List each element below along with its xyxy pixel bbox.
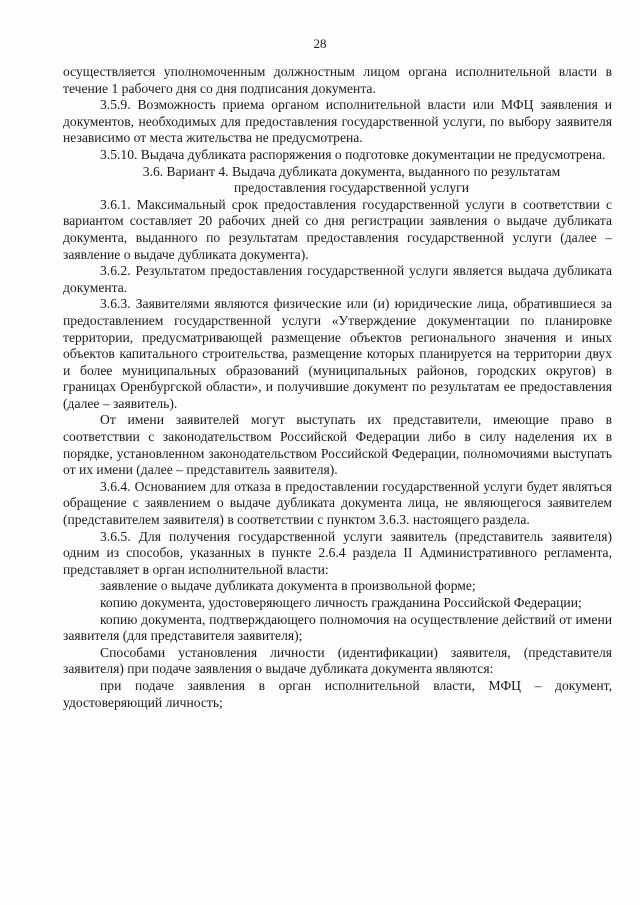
document-body (63, 64, 612, 711)
paragraph-3-5-10: 3.5.10. Выдача дубликата распоряжения о подготовке документации не предусмотрена. (100, 146, 606, 162)
paragraph-3-5-9: 3.5.9. Возможность приема органом исполнительной власти или МФЦ заявления и документов, необходимых для предоставления государственной услуги, по выбору заявителя независимо от места жительства не предусмотрена. (63, 97, 612, 146)
list-item-identity-copy: копию документа, удостоверяющего личность гражданина Российской Федерации; (100, 595, 582, 610)
page-number: 28 (313, 36, 327, 51)
list-item-authority-copy: копию документа, подтверждающего полномочия на осуществление действий от имени заявителя (для представителя заявителя); (63, 611, 612, 644)
paragraph-3-6-2: 3.6.2. Результатом предоставления государственной услуги является выдача дубликата документа. (63, 263, 612, 295)
paragraph-3-6-5: 3.6.5. Для получения государственной услуги заявитель (представитель заявителя) одним из способов, указанных в пункте 2.6.4 раздела II Административного регламента, представляет в орган исполнительной власти: (63, 528, 612, 577)
list-item-identity-document: при подаче заявления в орган исполнительной власти, МФЦ – документ, удостоверяющий личность; (63, 677, 612, 710)
paragraph-identification-methods: Способами установления личности (идентификации) заявителя, (представителя заявителя) при подаче заявления о выдаче дубликата документа являются: (63, 644, 612, 677)
section-heading-3-6: 3.6. Вариант 4. Выдача дубликата документа, выданного по результатам предоставления государственной услуги (142, 163, 561, 196)
paragraph-representatives: От имени заявителей могут выступать их представители, имеющие право в соответствии с законодательством Российской Федерации либо в силу наделения их в порядке, установленном законодательством Российской Федерации, полномочиями выступать от их имени (далее – представитель заявителя). (63, 412, 612, 478)
paragraph-continuation: осуществляется уполномоченным должностным лицом органа исполнительной власти в течение 1 рабочего дня со дня подписания документа. (63, 64, 612, 96)
paragraph-3-6-4: 3.6.4. Основанием для отказа в предоставлении государственной услуги будет являться обращение с заявлением о выдаче дубликата документа лица, не являющегося заявителем (представителем заявителя) в соответствии с пунктом 3.6.3. настоящего раздела. (63, 478, 612, 528)
paragraph-3-6-3: 3.6.3. Заявителями являются физические или (и) юридические лица, обратившиеся за предоставлением государственной услуги «Утверждение документации по планировке территории, предусматривающей размещение объектов регионального значения и иных объектов капитального строительства, размещение которых планируется на территории двух и более муниципальных образований (муниципальных районов, городских округов) в границах Оренбургской области», и получившие документ по результатам ее предоставления (далее – заявитель). (63, 296, 612, 411)
paragraph-3-6-1: 3.6.1. Максимальный срок предоставления государственной услуги в соответствии с вариантом составляет 20 рабочих дней со дня регистрации заявления о выдаче дубликата документа, выданного по результатам предоставления государственной услуги (далее – заявление о выдаче дубликата документа). (63, 196, 612, 262)
list-item-application: заявление о выдаче дубликата документа в произвольной форме; (100, 578, 476, 594)
